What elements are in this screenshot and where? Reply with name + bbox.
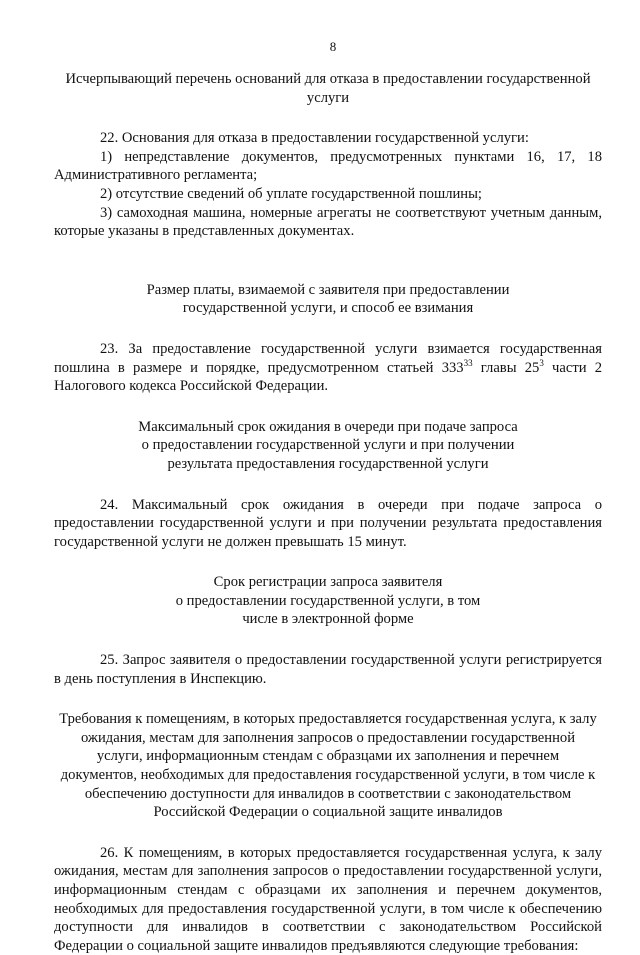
page-number: 8 xyxy=(329,39,337,54)
refusal-heading: Исчерпывающий перечень оснований для отказа в предоставлении государственной услуги xyxy=(65,71,591,106)
registration-heading-line-2: о предоставлении государственной услуги, в том xyxy=(175,592,481,609)
paragraph-24: 24. Максимальный срок ожидания в очереди при подаче запроса о предоставлении государственной услуги и при получении результата предоставления государственной услуги не должен превышать 15 минут. xyxy=(54,496,602,550)
paragraph-23 xyxy=(54,340,602,396)
waiting-heading-line-3: результата предоставления государственной услуги xyxy=(167,455,489,472)
paragraph-26: 26. К помещениям, в которых предоставляется государственная услуга, к залу ожидания, местам для заполнения запросов о предоставлении государственной услуги, информационным стендам с образцами их заполнения и перечнем документов, необходимых для предоставления государственной услуги, в том числе к обеспечению доступности для инвалидов в соответствии с законодательством Российской Федерации о социальной защите инвалидов предъявляются следующие требования: xyxy=(54,844,602,954)
refusal-item-3: 3) самоходная машина, номерные агрегаты не соответствуют учетным данным, которые указаны в представленных документах. xyxy=(54,204,602,240)
waiting-heading xyxy=(54,418,602,474)
fee-heading xyxy=(54,281,602,318)
refusal-item-1: 1) непредставление документов, предусмотренных пунктами 16, 17, 18 Административного регламента; xyxy=(54,148,602,184)
paragraph-25: 25. Запрос заявителя о предоставлении государственной услуги регистрируется в день поступления в Инспекцию. xyxy=(54,652,602,687)
paragraph-23-text-1: 23. За предоставление государственной услуги взимается государственная пошлина в размере и порядке, предусмотренном статьей 333 xyxy=(54,340,602,376)
paragraph-23-superscript-1: 33 xyxy=(463,357,473,368)
paragraph-23-superscript-2: 3 xyxy=(539,357,544,368)
waiting-heading-line-2: о предоставлении государственной услуги и при получении xyxy=(141,437,515,454)
paragraph-22: 22. Основания для отказа в предоставлении государственной услуги: xyxy=(100,130,529,147)
registration-heading xyxy=(54,573,602,629)
registration-heading-line-1: Срок регистрации запроса заявителя xyxy=(213,574,443,591)
fee-heading-line-2: государственной услуги, и способ ее взимания xyxy=(182,300,474,317)
fee-heading-line-1: Размер платы, взимаемой с заявителя при предоставлении xyxy=(146,281,510,298)
waiting-heading-line-1: Максимальный срок ожидания в очереди при подаче запроса xyxy=(138,418,518,435)
paragraph-23-text-2: главы 25 xyxy=(472,359,540,376)
registration-heading-line-3: числе в электронной форме xyxy=(242,611,414,628)
paragraph-23-text-3: части 2 Налогового кодекса Российской Федерации. xyxy=(54,359,603,395)
refusal-item-2: 2) отсутствие сведений об уплате государственной пошлины; xyxy=(100,185,482,202)
premises-heading: Требования к помещениям, в которых предоставляется государственная услуга, к залу ожидания, местам для заполнения запросов о предоставлении государственной услуги, информационным стендам с образцами их заполнения и перечнем документов, необходимых для предоставления государственной услуги, в том числе к обеспечению доступности для инвалидов в соответствии с законодательством Российской Федерации о социальной защите инвалидов xyxy=(59,711,597,821)
